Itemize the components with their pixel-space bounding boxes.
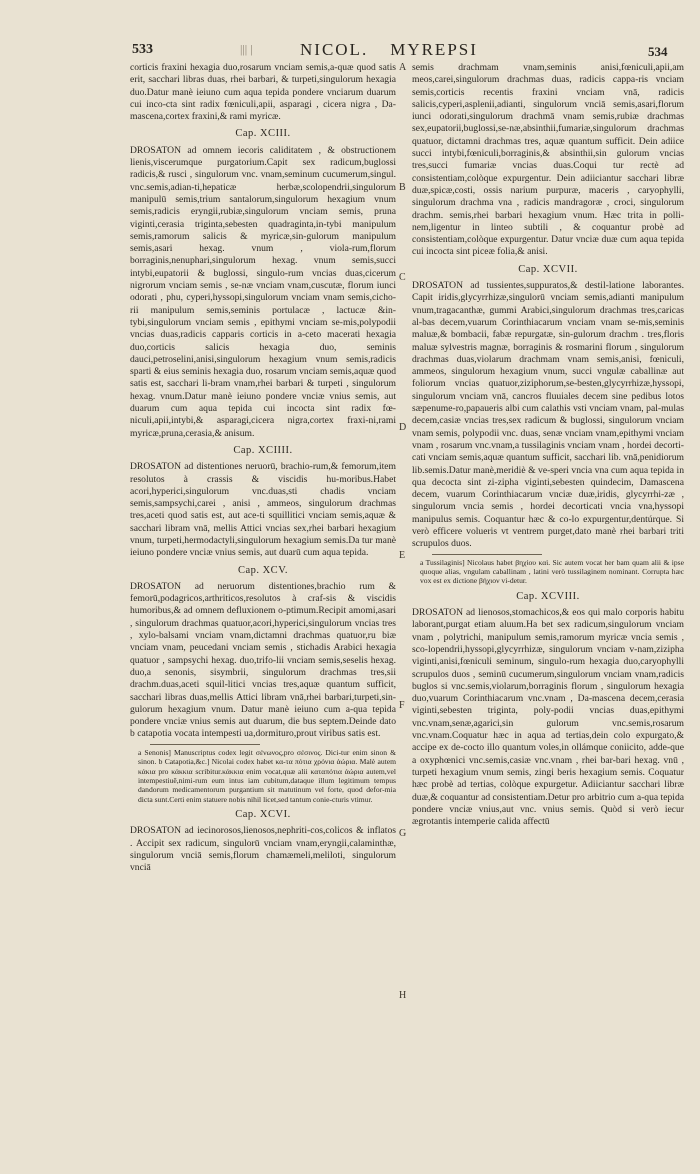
footnote: a Senonis] Manuscriptus codex legit σένωνος,pro σέσινος. Dici-tur enim sinon & sinon. b Catapotia,&c.] Nicolai codex habet κα-τα πότια χρόνια ἀώρια. Malè autem κάκια pro κάκκια scribitur.κάκκια enim vocat,quæ alii καταπότια ἀώρια autem,vel intempestiuē,nimi-rum eum intus iam cubitum,dataque illum legitimum tempus dandorum medicamentorum purgantium sit matutinum vel forte, quod defor-mia dicta sunt.Certi enim statuere nobis nihil licet,sed tantum conie-cturis vtimur. — [138, 747, 396, 804]
margin-letter-e: E — [399, 550, 406, 561]
paragraph: DROSATON ad iecinorosos,lienosos,nephriti-cos,colicos & inflatos . Accipit sex radicum, singulorū vnciam vnam,eryngii,calaminthæ, singulorum vnciā semis,florum chamæmeli,meliloti, singulorum vnciā — [130, 825, 396, 874]
paragraph: DROSATON ad neruorum distentiones,brachio rum & femorū,podagricos,arthriticos,resolutos à craf-sis & viscidis humoribus,& ad omnem defluxionem o-ptimum.Recipit amomi,asari , singulorum drachmas quatuor,acori,hyperici,singulorum vncias tres , xylo-balsami vnciam vnam,dictamni drachmas quatuor,ru biæ vnciam vnam, peucedani vnciam semis , stichadis Arabici hexagia quatuor , sampsychi hexag. duo,trifo-lii vnciam semis,seselis hexag. duo,a senonis, sisymbrii, singulorum drachmas tres,sii drachm.duas,aceti squil-litici vncias tres,aquæ quantum sufficit, sacchari libras duas,mellis Attici libram vnā,rhei barbari,turpeti,sin-gulorum hexagium vnum. Datur manè ieiuno cum a-qua tepida pondere vnciæ vnius semis aut duarum, die bus septem.Deinde dato b catapotia vocata intempesti ua,dormituro,prout viribus satis est. — [130, 580, 396, 740]
paragraph: DROSATON ad omnem iecoris caliditatem , & obstructionem lienis,viscerumque purgatorium.Capit sex radicum,buglossi radicis,& rusci , singulorum vnc. vnam,seminum cucumerum,singul. vnc.semis,adian-ti,hepaticæ herbæ,scolopendrii,singulorum manipulū semis,trium santalorum,singulorum hexagium vnum semis,radicis eryngii,rubiæ,singulorum vnciam semis, pruna viginti,cerasia triginta,sebesten quadraginta,in-tybi manipulum semis,ramorum salicis & myricæ,sin-gulorum manipulum semis,asari hexag. vnum , viola-rum,florum borraginis,nenuphari,singulorum hexag. vnum semis,succi intybi,eupatorii & buglossi, singulo-rum vncias duas,cicerum nigrorum vnciam semis , se-næ vnciam vnam,cuscutæ, florum iunci odorati , phu, cyperi,hyssopi,singulorum vnciam vnam semis,cicho-rii manipulum semis,seminis portulacæ , lactucæ &in-tybi,singulorum vnciam semis , epithymi vnciam se-mis,polypodii vncias duas,radicis capparis corticis in a-ceto macerati hexagia duo,corticis salicis hexagia duo, seminis dauci,petroselini,anisi,singulorum hexagium vnum semis,radicis sparti & eius seminis hexagia duo, rosarum vnciam semis,aquæ quod satis est, sacchari li-bram vnam,rhei barbari & turpeti , singulorum hexag. vnum.Datur manè ieiuno pondere vnciæ vnius semis, aut duarum cum aqua tepida cui incocta sint radix fœ-niculi,apii,intybi,& asparagi,cicera nigra,cortex fraxi-ni,rami myricæ,pruna,cerasia,& anisum. — [130, 144, 396, 439]
running-head-author-first: NICOL. — [300, 40, 369, 59]
paragraph: DROSATON ad tussientes,suppuratos,& destil-latione laborantes. Capit iridis,glycyrrhizæ,singulorū vnciam semis,adianti manipulum vnum,tragacanthæ, gummi Arabici,singulorum drachmas tres,caricas al-bas decem,vuarum Corinthiacarum vnciam vnam se-mis,seminis maluæ,& bombacii, fabæ repurgatæ, sin-gulorum drachm . tres,floris maluæ sylvestris magnæ, borraginis & rosmarini florum , singulorum drachmas duas,violarum drachmam vnam semis,anisi, fœniculi, ammeos, singulorum hexagium vnum, succi vngulæ caballinæ aut foliorum vncias quatuor,ziziphorum,se-besten,glycyrrhizæ,hyssopi, singulorum vnciam vnā, cancros fluuiales decem sine pedibus lotos sæpenume-ro,papaueris albi cum calathis vsti vnciam vnam, pal-mulas decem,casiæ vncias tres,sex radicum & buglossi, singulorum vnciam vnam semis, polypodii vnc. duas, senæ vnciam vnam,epithymi vnciam vnam , rosarum vnc.vnam,a tussilaginis vnciam vnam , hordei decorti-cati vnciam semis,aquæ quantum sufficit, sacchari lib. vnā,penidiorum lib.semis.Datur manè,meridiè & ve-speri vncia vna cum aqua tepida in qua decocta sint zi-zipha viginti,sebesten quindecim, Damascena decem, vuarum Corinthiacarum vnciæ duæ,iridis, glycyrrhi-zæ , singulorum vncia semis , hordei decorticati vncia vna,hyssopi manipulus semis. Coquantur hæc & co-lo expurgentur,dentúrque. Si verò efficere volueris vt ventrem purget,dato manè rhei barbari triti scrupulos duos. — [412, 280, 684, 550]
margin-letter-c: C — [399, 272, 406, 283]
paragraph: DROSATON ad distentiones neruorū, brachio-rum,& femorum,item resolutos à crassis & viscidis hu-moribus.Habet acori,hyperici,singulorum vnc.duas,sti chadis vnciam semis,sampsychi,carei , anisi , ammeos, singulorum drachmas tres,aceti quod satis est, aut ace-ti squillitici vnciam semis,aquæ & sacchari libram vnā, mellis Attici vncias sex,rhei barbari hexagium vnum, turpeti,hermodactyli,singulorum hexagium semis.Da tur manè ieiuno pondere vnciæ vnius semis, aut duarū cum aqua tepida. — [130, 461, 396, 559]
footnote: a Tussilaginis] Nicolaus habet βηχίου καὶ. Sic autem vocat her bam quam alii & ipse quoque alias, vngulam caballinam , latini verò tussilaginem nominant. Corrupta hæc vox est ex dictione βήχιον vi-detur. — [420, 557, 684, 586]
chapter-heading: Cap. XCVII. — [518, 263, 578, 275]
chapter-heading: Cap. XCV. — [237, 564, 289, 576]
chapter-heading: Cap. XCVIII. — [516, 590, 580, 602]
paragraph: DROSATON ad lienosos,stomachicos,& eos qui malo corporis habitu laborant,purgat etiam aluum.Ha bet sex radicum,singulorum vnciam vnam , polytrichi, manipulum semis,ramorum myricæ vncia semis , sco-lopendrii,hyssopi,glycyrrhizæ, singulorum vnciam v-nam,zizipha viginti,anisi,fœniculi seminum, singulo-rum hexagia duo,caryophylli scrupulos duos , seminū cucumerum,singulorum vnciam vnam,radicis buglos si vnc.semis,violarum,borraginis florum , singulorum hexagia duo,vuarum Corinthiacarum vnc.vnam , Da-mascena decem,cerasia viginti,sebesten triginta, poly-podii vncias duas,epithymi vnc.vnam,senæ,agarici,sin gulorum vnc.semis,rosarum vnc.vnam.Coquatur hæc in aqua ad tertias,dein colo expurgato,& accipe ex de-cocto illo quantum voles,in ollámque coniicito, adde-que a oxyphœnici vnc.semis,casiæ vnc.vnam , rhei bar-bari hexag. vnū , turpeti hexagium vnum semis, zingi beris hexagium semis. Coquatur hæc probè ad tertias, colòque expurgetur. Adiiciantur sacchari libræ duæ,& coquantur ad consistentiam.Detur pro arbitrio cum a-qua tepida pondere vnciæ vnius,aut vnc. vnius semis. Quòd si verò iecur ægrotantis intemperie calida affectū — [412, 607, 684, 828]
right-page-number: 534 — [648, 44, 668, 59]
chapter-heading: Cap. XCIII. — [235, 128, 291, 140]
chapter-heading: Cap. XCIIII. — [233, 444, 293, 456]
running-head-author-last: MYREPSI — [390, 40, 478, 59]
right-column — [412, 62, 684, 1062]
margin-letter-b: B — [399, 182, 406, 193]
margin-letter-d: D — [399, 422, 407, 433]
footnote-rule — [432, 554, 542, 555]
chapter-heading: Cap. XCVI. — [235, 809, 291, 821]
paragraph: semis drachmam vnam,seminis anisi,fœniculi,apii,am meos,carei,singulorum drachmas duas, radicis cappa-ris vnciam semis,corticis recentis fraxini vnciam vnā, radicis salicis,cyperi,asplenii,adianti, singulorum vnciā semis,asari,florum iunci odorati,singulorum drachmā vnam semis,rubiæ drachmas sex,eupatorii,buglossi,se-næ,absinthii,fumariæ,singulorum drachmas quatuor, dictamni drachmas tres, aquæ quantum sufficit. Dein adiice succi intybi,fœniculi,borraginis,& absinthii,sin gulorum vncias tres,succi fumariæ vncias duas.Coqui tur rectè ad consistentiam,colòque expurgentur. Dein adiiciantur sacchari libræ duæ,spicæ,costi, ossis narium purpuræ, maceris , caryophylli, singulorum drachma vna , radicis mandragoræ , croci, singulorum drachm. semis,rhei barbari hexagium vnum. Hæc trita in polli-nem,ligentur in linteo subtili , & coquantur probè ad consistentiam,colòque expurgentur. Datur vnciæ duæ cum aqua tepida cui incocta sint piceæ folia,& anisi. — [412, 62, 684, 258]
header-ornament: ||| | — [240, 42, 253, 56]
footnote-rule — [150, 744, 260, 745]
margin-letter-f: F — [399, 700, 405, 711]
running-head — [300, 40, 500, 60]
margin-letter-h: H — [399, 990, 407, 1001]
left-column — [130, 62, 396, 1062]
margin-letter-a: A — [399, 62, 407, 73]
left-page-number: 533 — [132, 42, 153, 57]
page-header — [0, 40, 700, 64]
paragraph: corticis fraxini hexagia duo,rosarum vnciam semis,a-quæ quod satis erit, sacchari libras duas, rhei barbari, & turpeti,singulorum hexagia duo.Datur manè ieiuno cum aqua tepida pondere vnciarum duarum cui inco-cta sint radix fœniculi,apii, asparagi , cicera nigra , Da-mascena,cortex fraxini,& rami myricæ. — [130, 62, 396, 123]
margin-letter-g: G — [399, 828, 407, 839]
